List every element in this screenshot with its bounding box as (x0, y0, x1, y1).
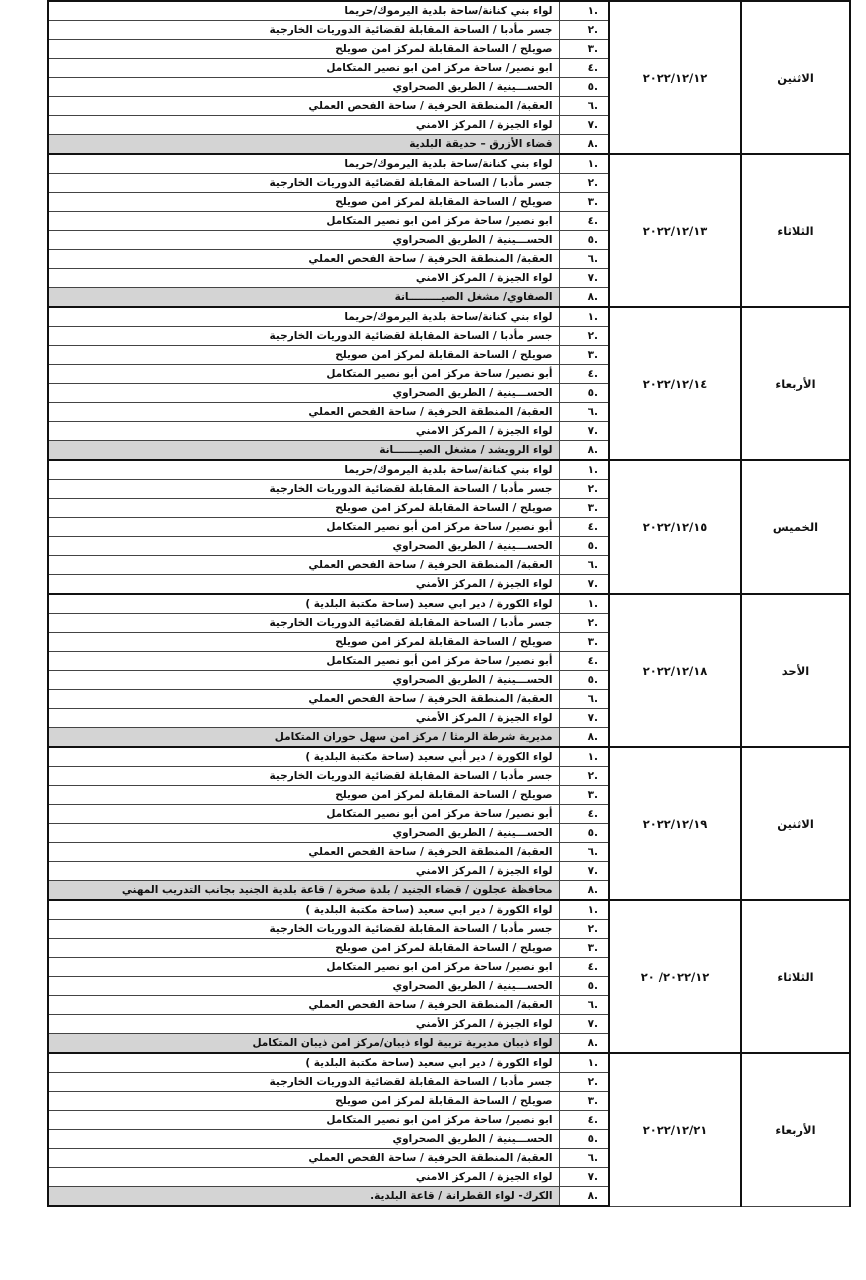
location-cell: أبو نصير/ ساحة مركز امن أبو نصير المتكامل (48, 365, 559, 384)
location-cell: لواء الكورة / دير ابي سعيد (ساحة مكتبة البلدية ) (48, 900, 559, 920)
table-row (48, 594, 850, 614)
row-number: .٦ (559, 403, 609, 422)
location-cell: لواء الجيزة / المركز الامني (48, 1168, 559, 1187)
location-cell: الصفاوي/ مشغل الصيـــــــــانة (48, 288, 559, 308)
location-cell: لواء الكورة / دير أبي سعيد (ساحة مكتبة البلدية ) (48, 747, 559, 767)
location-cell: الحســـينية / الطريق الصحراوي (48, 384, 559, 403)
location-cell: لواء ذيبان مديرية تربية لواء ذيبان/مركز امن ذيبان المتكامل (48, 1034, 559, 1054)
row-number: .٥ (559, 231, 609, 250)
row-number: .٣ (559, 346, 609, 365)
location-cell: العقبة/ المنطقة الحرفية / ساحة الفحص العملي (48, 250, 559, 269)
location-cell: العقبة/ المنطقة الحرفية / ساحة الفحص العملي (48, 403, 559, 422)
row-number: .٦ (559, 556, 609, 575)
location-cell: لواء الكورة / دير ابي سعيد (ساحة مكتبة البلدية ) (48, 594, 559, 614)
day-cell: الخميس (741, 460, 850, 594)
row-number: .٨ (559, 728, 609, 748)
location-cell: الحســـينية / الطريق الصحراوي (48, 671, 559, 690)
location-cell: صويلح / الساحة المقابلة لمركز امن صويلح (48, 40, 559, 59)
table-row (48, 460, 850, 480)
location-cell: جسر مأدبا / الساحة المقابلة لقضائية الدوريات الخارجية (48, 174, 559, 193)
table-row (48, 307, 850, 327)
date-cell: ٢٠٢٢/١٢/١٢ (609, 1, 741, 154)
row-number: .٦ (559, 843, 609, 862)
row-number: .٥ (559, 824, 609, 843)
row-number: .٤ (559, 212, 609, 231)
row-number: .٤ (559, 365, 609, 384)
row-number: .١ (559, 594, 609, 614)
row-number: .٤ (559, 518, 609, 537)
row-number: .٧ (559, 116, 609, 135)
date-cell: ٢٠٢٢/١٢/ ٢٠ (609, 900, 741, 1053)
location-cell: صويلح / الساحة المقابلة لمركز امن صويلح (48, 193, 559, 212)
location-cell: العقبة/ المنطقة الحرفية / ساحة الفحص العملي (48, 556, 559, 575)
row-number: .٧ (559, 422, 609, 441)
row-number: .٢ (559, 767, 609, 786)
row-number: .٤ (559, 1111, 609, 1130)
location-cell: لواء الجيزة / المركز الأمني (48, 575, 559, 595)
row-number: .٣ (559, 499, 609, 518)
row-number: .٢ (559, 920, 609, 939)
row-number: .٧ (559, 1015, 609, 1034)
row-number: .٨ (559, 1187, 609, 1207)
location-cell: العقبة/ المنطقة الحرفية / ساحة الفحص العملي (48, 843, 559, 862)
location-cell: ابو نصير/ ساحة مركز امن ابو نصير المتكامل (48, 212, 559, 231)
date-cell: ٢٠٢٢/١٢/١٨ (609, 594, 741, 747)
location-cell: صويلح / الساحة المقابلة لمركز امن صويلح (48, 1092, 559, 1111)
date-cell: ٢٠٢٢/١٢/١٥ (609, 460, 741, 594)
row-number: .٣ (559, 193, 609, 212)
table-row (48, 747, 850, 767)
table-row (48, 154, 850, 174)
day-cell: الاثنين (741, 747, 850, 900)
location-cell: صويلح / الساحة المقابلة لمركز امن صويلح (48, 499, 559, 518)
location-cell: الحســـينية / الطريق الصحراوي (48, 78, 559, 97)
location-cell: الحســـينية / الطريق الصحراوي (48, 977, 559, 996)
row-number: .٥ (559, 1130, 609, 1149)
row-number: .٧ (559, 575, 609, 595)
location-cell: لواء الجيزة / المركز الامني (48, 269, 559, 288)
location-cell: جسر مأدبا / الساحة المقابلة لقضائية الدوريات الخارجية (48, 1073, 559, 1092)
date-cell: ٢٠٢٢/١٢/١٣ (609, 154, 741, 307)
location-cell: الحســـينية / الطريق الصحراوي (48, 1130, 559, 1149)
day-cell: الأربعاء (741, 307, 850, 460)
row-number: .٨ (559, 441, 609, 461)
location-cell: لواء الجيزة / المركز الأمني (48, 709, 559, 728)
location-cell: صويلح / الساحة المقابلة لمركز امن صويلح (48, 939, 559, 958)
row-number: .٥ (559, 384, 609, 403)
row-number: .٤ (559, 652, 609, 671)
location-cell: لواء بني كنانة/ساحة بلدية اليرموك/حريما (48, 460, 559, 480)
row-number: .٧ (559, 709, 609, 728)
day-cell: الأحد (741, 594, 850, 747)
row-number: .٧ (559, 269, 609, 288)
row-number: .٥ (559, 671, 609, 690)
row-number: .٦ (559, 996, 609, 1015)
row-number: .١ (559, 460, 609, 480)
location-cell: ابو نصير/ ساحة مركز امن ابو نصير المتكامل (48, 59, 559, 78)
location-cell: أبو نصير/ ساحة مركز امن أبو نصير المتكامل (48, 652, 559, 671)
location-cell: جسر مأدبا / الساحة المقابلة لقضائية الدوريات الخارجية (48, 480, 559, 499)
row-number: .٧ (559, 1168, 609, 1187)
row-number: .٨ (559, 1034, 609, 1054)
date-cell: ٢٠٢٢/١٢/١٩ (609, 747, 741, 900)
row-number: .٣ (559, 40, 609, 59)
table-row (48, 1, 850, 21)
date-cell: ٢٠٢٢/١٢/٢١ (609, 1053, 741, 1206)
row-number: .٢ (559, 1073, 609, 1092)
location-cell: لواء الجيزة / المركز الامني (48, 422, 559, 441)
row-number: .١ (559, 307, 609, 327)
row-number: .١ (559, 1053, 609, 1073)
location-cell: مديرية شرطة الرمثا / مركز امن سهل حوران المتكامل (48, 728, 559, 748)
location-cell: لواء الجيزة / المركز الأمني (48, 1015, 559, 1034)
table-row (48, 1053, 850, 1073)
row-number: .٨ (559, 135, 609, 155)
row-number: .٦ (559, 690, 609, 709)
location-cell: العقبة/ المنطقة الحرفية / ساحة الفحص العملي (48, 1149, 559, 1168)
row-number: .٣ (559, 1092, 609, 1111)
row-number: .٧ (559, 862, 609, 881)
row-number: .١ (559, 747, 609, 767)
table-row (48, 900, 850, 920)
location-cell: جسر مأدبا / الساحة المقابلة لقضائية الدوريات الخارجية (48, 767, 559, 786)
row-number: .٤ (559, 958, 609, 977)
location-cell: أبو نصير/ ساحة مركز امن أبو نصير المتكامل (48, 518, 559, 537)
location-cell: جسر مأدبا / الساحة المقابلة لقضائية الدوريات الخارجية (48, 327, 559, 346)
row-number: .٣ (559, 786, 609, 805)
location-cell: أبو نصير/ ساحة مركز امن أبو نصير المتكامل (48, 805, 559, 824)
row-number: .٢ (559, 480, 609, 499)
row-number: .٤ (559, 59, 609, 78)
row-number: .٣ (559, 633, 609, 652)
location-cell: الكرك- لواء القطرانة / قاعة البلدية. (48, 1187, 559, 1207)
location-cell: لواء بني كنانة/ساحة بلدية اليرموك/حريما (48, 307, 559, 327)
location-cell: الحســـينية / الطريق الصحراوي (48, 231, 559, 250)
row-number: .٢ (559, 327, 609, 346)
location-cell: قضاء الأزرق – حديقة البلدية (48, 135, 559, 155)
row-number: .٢ (559, 174, 609, 193)
day-cell: الأربعاء (741, 1053, 850, 1206)
row-number: .٥ (559, 78, 609, 97)
row-number: .٨ (559, 288, 609, 308)
location-cell: العقبة/ المنطقة الحرفية / ساحة الفحص العملي (48, 97, 559, 116)
location-cell: صويلح / الساحة المقابلة لمركز امن صويلح (48, 633, 559, 652)
row-number: .٤ (559, 805, 609, 824)
row-number: .١ (559, 900, 609, 920)
location-cell: العقبة/ المنطقة الحرفية / ساحة الفحص العملي (48, 690, 559, 709)
location-cell: صويلح / الساحة المقابلة لمركز امن صويلح (48, 786, 559, 805)
location-cell: ابو نصير/ ساحة مركز امن ابو نصير المتكامل (48, 1111, 559, 1130)
location-cell: لواء الرويشد / مشغل الصيـــــــانة (48, 441, 559, 461)
location-cell: جسر مأدبا / الساحة المقابلة لقضائية الدوريات الخارجية (48, 614, 559, 633)
location-cell: لواء بني كنانة/ساحة بلدية اليرموك/حريما (48, 1, 559, 21)
date-cell: ٢٠٢٢/١٢/١٤ (609, 307, 741, 460)
location-cell: ابو نصير/ ساحة مركز امن ابو نصير المتكامل (48, 958, 559, 977)
location-cell: الحســـينية / الطريق الصحراوي (48, 537, 559, 556)
location-cell: جسر مأدبا / الساحة المقابلة لقضائية الدوريات الخارجية (48, 21, 559, 40)
location-cell: الحســـينية / الطريق الصحراوي (48, 824, 559, 843)
day-cell: الثلاثاء (741, 154, 850, 307)
day-cell: الاثنين (741, 1, 850, 154)
day-cell: الثلاثاء (741, 900, 850, 1053)
location-cell: لواء الجيزة / المركز الامني (48, 862, 559, 881)
location-cell: لواء الكورة / دير ابي سعيد (ساحة مكتبة البلدية ) (48, 1053, 559, 1073)
location-cell: العقبة/ المنطقة الحرفية / ساحة الفحص العملي (48, 996, 559, 1015)
row-number: .٥ (559, 977, 609, 996)
row-number: .٥ (559, 537, 609, 556)
row-number: .١ (559, 154, 609, 174)
row-number: .٦ (559, 250, 609, 269)
location-cell: صويلح / الساحة المقابلة لمركز امن صويلح (48, 346, 559, 365)
row-number: .٨ (559, 881, 609, 901)
location-cell: جسر مأدبا / الساحة المقابلة لقضائية الدوريات الخارجية (48, 920, 559, 939)
schedule-body (48, 1, 850, 1206)
row-number: .٢ (559, 614, 609, 633)
location-cell: لواء الجيزة / المركز الامني (48, 116, 559, 135)
schedule-table (47, 0, 851, 1207)
row-number: .٢ (559, 21, 609, 40)
location-cell: محافظة عجلون / قضاء الجنيد / بلدة صخرة / قاعة بلدية الجنيد بجانب التدريب المهني (48, 881, 559, 901)
row-number: .٣ (559, 939, 609, 958)
location-cell: لواء بني كنانة/ساحة بلدية اليرموك/حريما (48, 154, 559, 174)
row-number: .٦ (559, 1149, 609, 1168)
row-number: .١ (559, 1, 609, 21)
row-number: .٦ (559, 97, 609, 116)
